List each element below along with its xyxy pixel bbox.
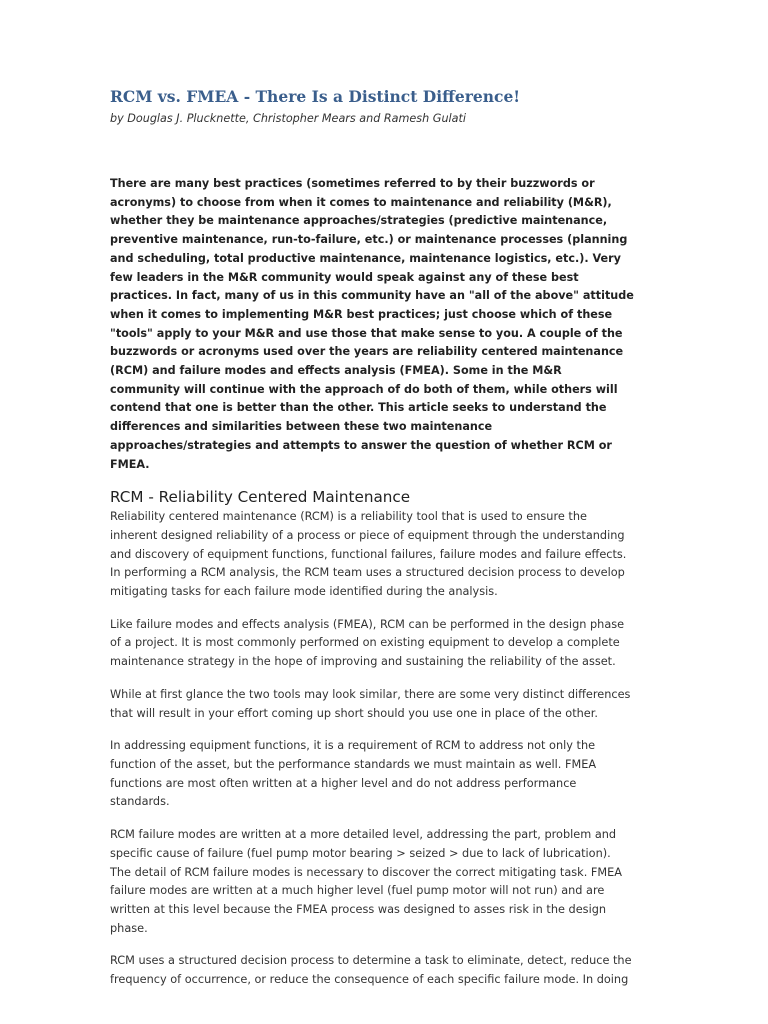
article-title: RCM vs. FMEA - There Is a Distinct Difference! — [110, 87, 521, 106]
section-heading: RCM - Reliability Centered Maintenance — [110, 488, 411, 507]
article-byline: by Douglas J. Plucknette, Christopher Mears and Ramesh Gulati — [110, 112, 466, 125]
body-paragraph: RCM uses a structured decision process to determine a task to eliminate, detect, reduce the frequency of occurrence, or reduce the consequence of each specific failure mode. In doing — [110, 954, 632, 987]
article — [110, 86, 634, 1004]
body-paragraph: Like failure modes and effects analysis (FMEA), RCM can be performed in the design phase of a project. It is most commonly performed on existing equipment to develop a complete maintenance strategy in the hope of improving and sustaining the reliability of the asset. — [110, 617, 625, 669]
body-paragraph: RCM failure modes are written at a more detailed level, addressing the part, problem and specific cause of failure (fuel pump motor bearing > seized > due to lack of lubrication). The detail of RCM failure modes is necessary to discover the correct mitigating task. FMEA failure modes are written at a much higher level (fuel pump motor will not run) and are written at this level because the FMEA process was designed to asses risk in the design phase. — [110, 828, 622, 935]
article-intro: There are many best practices (sometimes referred to by their buzzwords or acronyms) to choose from when it comes to maintenance and reliability (M&R), whether they be maintenance approaches/strategies (predictive maintenance, preventive maintenance, run-to-failure, etc.) or maintenance processes (planning and scheduling, total productive maintenance, maintenance logistics, etc.). Very few leaders in the M&R community would speak against any of these best practices. In fact, many of us in this community have an "all of the above" attitude when it comes to implementing M&R best practices; just choose which of these "tools" apply to your M&R and use those that make sense to you. A couple of the buzzwords or acronyms used over the years are reliability centered maintenance (RCM) and failure modes and effects analysis (FMEA). Some in the M&R community will continue with the approach of do both of them, while others will contend that one is better than the other. This article seeks to understand the differences and similarities between these two maintenance approaches/strategies and attempts to answer the question of whether RCM or FMEA. — [110, 177, 634, 471]
body-paragraph: While at first glance the two tools may look similar, there are some very distinct differences that will result in your effort coming up short should you use one in place of the other. — [110, 687, 631, 720]
body-paragraph: In addressing equipment functions, it is a requirement of RCM to address not only the function of the asset, but the performance standards we must maintain as well. FMEA functions are most often written at a higher level and do not address performance standards. — [110, 739, 597, 809]
body-paragraph: Reliability centered maintenance (RCM) is a reliability tool that is used to ensure the inherent designed reliability of a process or piece of equipment through the understanding and discovery of equipment functions, functional failures, failure modes and failure effects. In performing a RCM analysis, the RCM team uses a structured decision process to develop mitigating tasks for each failure mode identified during the analysis. — [110, 510, 627, 599]
